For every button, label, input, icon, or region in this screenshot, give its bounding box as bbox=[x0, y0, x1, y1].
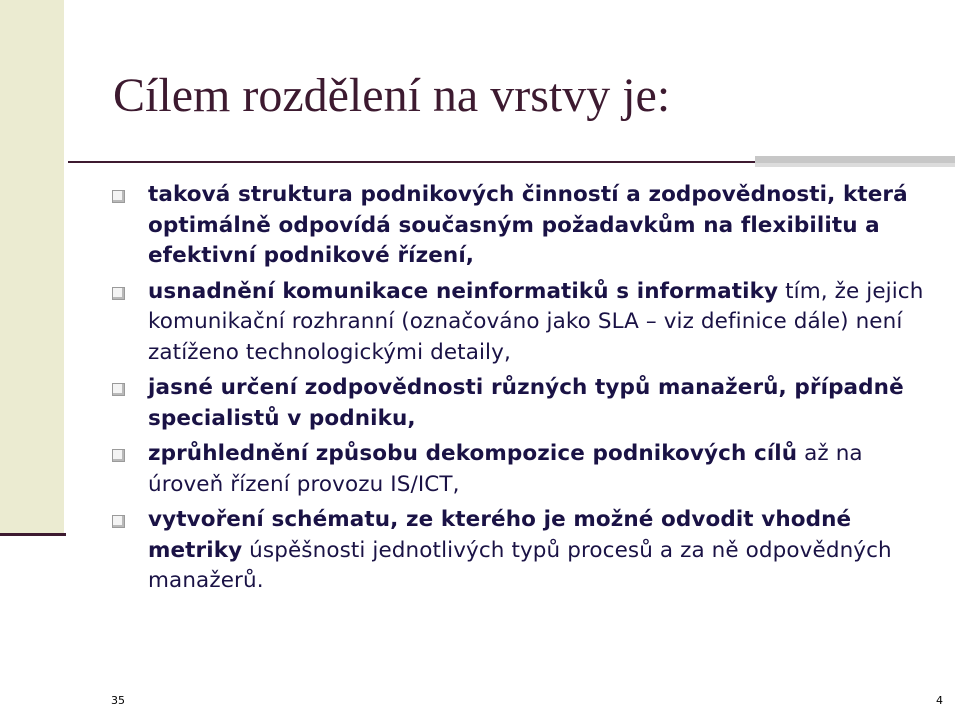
bullet-list bbox=[108, 180, 938, 602]
slide-number: 4 bbox=[936, 694, 943, 707]
bullet-bold-text: usnadnění komunikace neinformatiků s informatiky bbox=[148, 278, 779, 304]
square-bullet-icon bbox=[112, 515, 125, 528]
bullet-bold-text: zprůhlednění způsobu dekompozice podnikových cílů bbox=[148, 441, 798, 466]
bullet-item bbox=[108, 373, 938, 434]
bullet-bold-text: jasné určení zodpovědnosti různých typů manažerů, případně specialistů v podniku, bbox=[148, 375, 904, 431]
square-bullet-icon bbox=[112, 449, 125, 462]
bullet-text bbox=[148, 375, 904, 431]
bullet-bold-text: vytvoření schématu, ze kterého je možné odvodit vhodné metriky bbox=[148, 507, 852, 563]
bullet-item bbox=[108, 180, 938, 272]
title-underline bbox=[68, 161, 755, 163]
bullet-bold-text: taková struktura podnikových činností a zodpovědnosti, která optimálně odpovídá současným požadavkům na flexibilitu a efektivní podnikové řízení, bbox=[148, 182, 908, 268]
bullet-text bbox=[148, 182, 908, 268]
square-bullet-icon bbox=[112, 287, 125, 300]
bullet-text bbox=[148, 507, 892, 593]
bullet-text bbox=[148, 441, 863, 497]
bullet-text bbox=[148, 279, 923, 365]
bullet-normal-text: tím, že jejich komunikační rozhranní (označováno jako SLA – viz definice dále) není zatíženo technologickými detaily, bbox=[148, 278, 924, 365]
title-underline-accent bbox=[755, 156, 955, 163]
bullet-item bbox=[108, 505, 938, 597]
bullet-item bbox=[108, 439, 938, 500]
title-underline-accent-shadow bbox=[755, 163, 955, 167]
side-decoration-band bbox=[0, 0, 64, 534]
side-decoration-rule bbox=[0, 533, 66, 536]
bullet-normal-text: úspěšnosti jednotlivých typů procesů a za ně odpovědných manažerů. bbox=[148, 537, 892, 593]
bullet-normal-text: až na úroveň řízení provozu IS/ICT, bbox=[148, 441, 863, 497]
page-number-left: 35 bbox=[111, 694, 125, 707]
square-bullet-icon bbox=[112, 383, 125, 396]
square-bullet-icon bbox=[112, 190, 125, 203]
slide-title: Cílem rozdělení na vrstvy je: bbox=[113, 69, 671, 122]
bullet-item bbox=[108, 277, 938, 369]
